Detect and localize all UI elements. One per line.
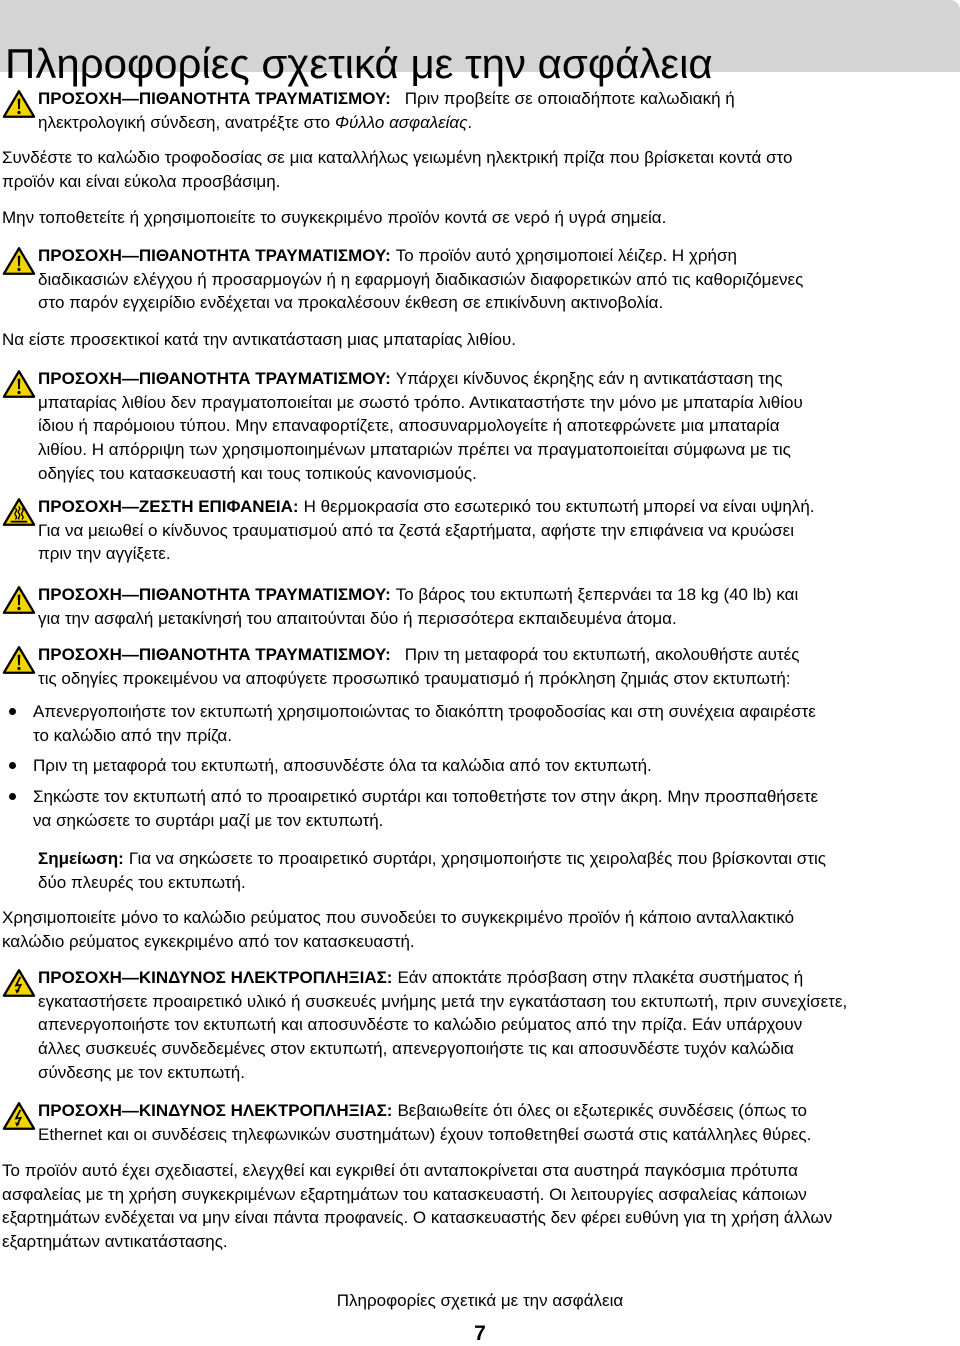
warning-label: ΠΡΟΣΟΧΗ—ΠΙΘΑΝΟΤΗΤΑ ΤΡΑΥΜΑΤΙΣΜΟΥ: (38, 246, 391, 265)
page-number: 7 (474, 1322, 486, 1345)
warning-line (38, 367, 958, 391)
warning-text: Η θερμοκρασία στο εσωτερικό του εκτυπωτή μπορεί να είναι υψηλή. (303, 497, 815, 516)
list-item (0, 754, 958, 778)
warning-block (0, 583, 958, 630)
list-item-line: Πριν τη μεταφορά του εκτυπωτή, αποσυνδέστε όλα τα καλώδια από τον εκτυπωτή. (33, 756, 652, 775)
paragraph-line: προϊόν και είναι εύκολα προσβάσιμη. (2, 171, 281, 191)
bullet-marker (9, 708, 16, 715)
paragraph-line: Το προϊόν αυτό έχει σχεδιαστεί, ελεγχθεί και εγκριθεί ότι ανταποκρίνεται στα αυστηρά παγκόσμια πρότυπα (2, 1161, 798, 1180)
warning-icon (2, 88, 36, 120)
warning-line (38, 583, 958, 607)
warning-line: Ethernet και οι συνδέσεις τηλεφωνικών συστημάτων) έχουν τοποθετηθεί σωστά στις κατάλληλες θύρες. (38, 1124, 812, 1144)
paragraph-line: Να είστε προσεκτικοί κατά την αντικατάσταση μιας μπαταρίας λιθίου. (2, 330, 517, 349)
warning-label: ΠΡΟΣΟΧΗ—ΠΙΘΑΝΟΤΗΤΑ ΤΡΑΥΜΑΤΙΣΜΟΥ: (38, 645, 391, 664)
paragraph-line: Μην τοποθετείτε ή χρησιμοποιείτε το συγκεκριμένο προϊόν κοντά σε νερό ή υγρά σημεία. (2, 208, 667, 227)
paragraph (0, 328, 958, 352)
warning-line: άλλες συσκευές συνδεδεμένες στον εκτυπωτή, απενεργοποιήστε τις και αποσυνδέστε τυχόν καλώδια (38, 1039, 794, 1059)
paragraph-line: Χρησιμοποιείτε μόνο το καλώδιο ρεύματος που συνοδεύει το συγκεκριμένο προϊόν ή κάποιο ανταλλακτικό (2, 908, 795, 927)
paragraph (0, 146, 958, 193)
warning-icon (2, 584, 36, 616)
note-block (0, 847, 958, 894)
warning-label: ΠΡΟΣΟΧΗ—ΠΙΘΑΝΟΤΗΤΑ ΤΡΑΥΜΑΤΙΣΜΟΥ: (38, 89, 391, 108)
warning-block (0, 87, 958, 134)
electric-shock-warning-block (0, 966, 958, 1085)
warning-line: τις οδηγίες προκειμένου να αποφύγετε προσωπικό τραυματισμό ή πρόκληση ζημιάς στον εκτυπωτή: (38, 668, 791, 688)
warning-line: στο παρόν εγχειρίδιο ενδέχεται να προκαλέσουν έκθεση σε επικίνδυνη ακτινοβολία. (38, 293, 664, 313)
hot-surface-icon (2, 496, 36, 528)
warning-line (38, 111, 958, 135)
warning-label: ΠΡΟΣΟΧΗ—ΖΕΣΤΗ ΕΠΙΦΑΝΕΙΑ: (38, 497, 299, 516)
bullet-marker (9, 793, 16, 800)
paragraph (0, 206, 958, 230)
warning-block (0, 244, 958, 315)
paragraph-line: εξαρτημάτων ενδέχεται να μην είναι πάντα προφανείς. Ο κατασκευαστής δεν φέρει ευθύνη για τη χρήση άλλων (2, 1208, 833, 1228)
warning-label: ΠΡΟΣΟΧΗ—ΠΙΘΑΝΟΤΗΤΑ ΤΡΑΥΜΑΤΙΣΜΟΥ: (38, 369, 391, 388)
list-item-line: Απενεργοποιήστε τον εκτυπωτή χρησιμοποιώντας το διακόπτη τροφοδοσίας και στη συνέχεια αφαιρέστε (33, 702, 816, 721)
list-item (0, 785, 958, 832)
warning-line: σύνδεσης με τον εκτυπωτή. (38, 1062, 245, 1082)
warning-line: πριν την αγγίξετε. (38, 544, 171, 564)
warning-line: απενεργοποιήστε τον εκτυπωτή και αποσυνδέστε το καλώδιο ρεύματος από την πρίζα. Εάν υπάρχουν (38, 1015, 803, 1035)
warning-line: διαδικασιών ελέγχου ή προσαρμογών ή η εφαρμογή διαδικασιών διαφορετικών από τις καθοριζόμενες (38, 269, 804, 289)
warning-text: Το βάρος του εκτυπωτή ξεπερνάει τα 18 kg (40 lb) και (395, 585, 799, 604)
warning-text: Πριν προβείτε σε οποιαδήποτε καλωδιακή ή (404, 89, 735, 108)
warning-line: για την ασφαλή μετακίνησή του απαιτούνται δύο ή περισσότερα εκπαιδευμένα άτομα. (38, 608, 677, 628)
page-title: Πληροφορίες σχετικά με την ασφάλεια (5, 40, 713, 88)
paragraph (0, 906, 958, 953)
paragraph-line: εξαρτημάτων αντικατάστασης. (2, 1232, 228, 1252)
warning-text: . (467, 112, 473, 132)
footer-title: Πληροφορίες σχετικά με την ασφάλεια (336, 1291, 624, 1310)
paragraph-line: καλώδιο ρεύματος εγκεκριμένο από τον κατασκευαστή. (2, 931, 415, 951)
note-line (38, 847, 958, 871)
warning-icon (2, 644, 36, 676)
list-item (0, 700, 958, 747)
warning-block (0, 367, 958, 486)
electric-shock-warning-block (0, 1099, 958, 1146)
warning-icon (2, 245, 36, 277)
paragraph-line: Συνδέστε το καλώδιο τροφοδοσίας σε μια καταλλήλως γειωμένη ηλεκτρική πρίζα που βρίσκεται κοντά στο (2, 148, 793, 167)
warning-line: οδηγίες του κατασκευαστή και τους τοπικούς κανονισμούς. (38, 463, 477, 483)
list-item-line: το καλώδιο από την πρίζα. (33, 725, 232, 745)
warning-text: Το προϊόν αυτό χρησιμοποιεί λέιζερ. Η χρήση (395, 246, 737, 265)
bullet-marker (9, 762, 16, 769)
page-header (0, 0, 960, 88)
note-text: Για να σηκώσετε το προαιρετικό συρτάρι, χρησιμοποιήστε τις χειρολαβές που βρίσκονται στις (128, 849, 826, 868)
warning-line (38, 1099, 958, 1123)
warning-block (0, 643, 958, 690)
list-item-line: Σηκώστε τον εκτυπωτή από το προαιρετικό συρτάρι και τοποθετήστε τον στην άκρη. Μην προσπαθήσετε (33, 787, 819, 806)
warning-line (38, 643, 958, 667)
warning-line (38, 495, 958, 519)
paragraph (0, 1159, 958, 1254)
warning-label: ΠΡΟΣΟΧΗ—ΚΙΝΔΥΝΟΣ ΗΛΕΚΤΡΟΠΛΗΞΙΑΣ: (38, 968, 393, 987)
hot-surface-warning-block (0, 495, 958, 566)
note-label: Σημείωση: (38, 849, 124, 868)
warning-line: Για να μειωθεί ο κίνδυνος τραυματισμού από τα ζεστά εξαρτήματα, αφήστε την επιφάνεια να κρυώσει (38, 520, 795, 540)
warning-text: ηλεκτρολογική σύνδεση, ανατρέξτε στο (38, 112, 335, 132)
warning-line: εγκαταστήσετε προαιρετικό υλικό ή συσκευές μνήμης μετά την εγκατάσταση του εκτυπωτή, πριν συνεχίσετε, (38, 991, 848, 1011)
warning-line (38, 244, 958, 268)
warning-line (38, 87, 958, 111)
warning-text: Βεβαιωθείτε ότι όλες οι εξωτερικές συνδέσεις (όπως το (397, 1101, 807, 1120)
warning-line: λιθίου. Η απόρριψη των χρησιμοποιημένων μπαταριών πρέπει να πραγματοποιείται σύμφωνα με τις (38, 440, 791, 460)
warning-icon (2, 368, 36, 400)
warning-line (38, 966, 958, 990)
warning-text: Πριν τη μεταφορά του εκτυπωτή, ακολουθήστε αυτές (404, 645, 800, 664)
warning-text: Υπάρχει κίνδυνος έκρηξης εάν η αντικατάσταση της (395, 369, 783, 388)
warning-text: Εάν αποκτάτε πρόσβαση στην πλακέτα συστήματος ή (397, 968, 804, 987)
electric-shock-icon (2, 967, 36, 999)
electric-shock-icon (2, 1100, 36, 1132)
paragraph-line: ασφαλείας με τη χρήση συγκεκριμένων εξαρτημάτων του κατασκευαστή. Οι λειτουργίες ασφαλείας κάποιων (2, 1184, 807, 1204)
warning-label: ΠΡΟΣΟΧΗ—ΠΙΘΑΝΟΤΗΤΑ ΤΡΑΥΜΑΤΙΣΜΟΥ: (38, 585, 391, 604)
safety-sheet-reference: Φύλλο ασφαλείας (334, 112, 468, 132)
warning-line: μπαταρίας λιθίου δεν πραγματοποιείται με σωστό τρόπο. Αντικαταστήστε την μόνο με μπαταρία λιθίου (38, 392, 803, 412)
warning-label: ΠΡΟΣΟΧΗ—ΚΙΝΔΥΝΟΣ ΗΛΕΚΤΡΟΠΛΗΞΙΑΣ: (38, 1101, 393, 1120)
list-item-line: να σηκώσετε το συρτάρι μαζί με τον εκτυπωτή. (33, 810, 384, 830)
warning-line: ίδιου ή παρόμοιου τύπου. Μην επαναφορτίζετε, αποσυναρμολογείτε ή αποτεφρώνετε μια μπαταρία (38, 416, 780, 436)
note-line: δύο πλευρές του εκτυπωτή. (38, 872, 246, 892)
